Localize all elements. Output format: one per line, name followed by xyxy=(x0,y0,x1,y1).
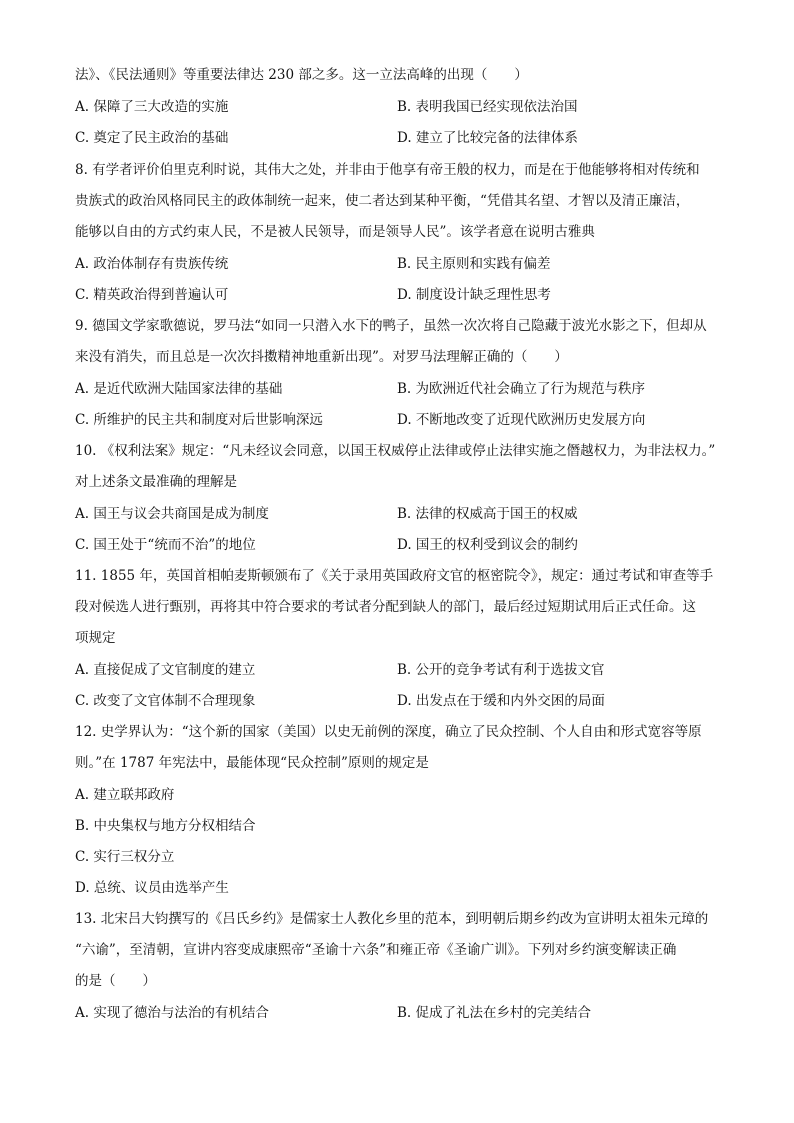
q12-stem-line-1: 12. 史学界认为：“这个新的国家（美国）以史无前例的深度，确立了民众控制、个人自由和形式宽容等原 xyxy=(75,724,702,740)
q10-option-d: D. 国王的权利受到议会的制约 xyxy=(397,537,578,553)
q12-option-d: D. 总统、议员由选举产生 xyxy=(75,880,229,896)
q11-option-d: D. 出发点在于缓和内外交困的局面 xyxy=(397,693,605,709)
q7-option-b: B. 表明我国已经实现依法治国 xyxy=(397,99,578,115)
q9-stem-line-2: 来没有消失，而且总是一次次抖擞精神地重新出现”。对罗马法理解正确的（ ） xyxy=(75,349,568,365)
q12-option-a: A. 建立联邦政府 xyxy=(75,787,175,803)
q9-option-d: D. 不断地改变了近现代欧洲历史发展方向 xyxy=(397,412,646,428)
q11-stem-line-1: 11. 1855 年，英国首相帕麦斯顿颁布了《关于录用英国政府文官的枢密院令》，规定：通过考试和审查等手 xyxy=(75,568,714,584)
q10-option-b: B. 法律的权威高于国王的权威 xyxy=(397,506,578,522)
q9-option-c: C. 所维护的民主共和制度对后世影响深远 xyxy=(75,412,323,428)
q10-option-a: A. 国王与议会共商国是成为制度 xyxy=(75,506,269,522)
q8-stem-line-3: 能够以自由的方式约束人民，不是被人民领导，而是领导人民”。该学者意在说明古雅典 xyxy=(75,224,595,240)
q13-stem-line-1: 13. 北宋吕大钧撰写的《吕氏乡约》是儒家士人教化乡里的范本，到明朝后期乡约改为宣讲明太祖朱元璋的 xyxy=(75,911,709,927)
q12-stem-line-2: 则。”在 1787 年宪法中，最能体现“民众控制”原则的规定是 xyxy=(75,755,429,771)
q8-option-d: D. 制度设计缺乏理性思考 xyxy=(397,287,551,303)
q13-stem-line-3: 的是（ ） xyxy=(75,973,156,989)
q7-option-c: C. 奠定了民主政治的基础 xyxy=(75,130,229,146)
q13-stem-line-2: “六谕”，至清朝，宣讲内容变成康熙帝“圣谕十六条”和雍正帝《圣谕广训》。下列对乡约演变解读正确 xyxy=(75,942,677,958)
q13-option-a: A. 实现了德治与法治的有机结合 xyxy=(75,1005,269,1021)
q10-stem-line-2: 对上述条文最准确的理解是 xyxy=(75,474,237,490)
q10-stem-line-1: 10. 《权利法案》规定：“凡未经议会同意，以国王权威停止法律或停止法律实施之僭越权力，为非法权力。” xyxy=(75,443,716,459)
q11-stem-line-2: 段对候选人进行甄别，再将其中符合要求的考试者分配到缺人的部门，最后经过短期试用后正式任命。这 xyxy=(75,599,696,615)
q12-option-c: C. 实行三权分立 xyxy=(75,849,175,865)
q11-option-c: C. 改变了文官体制不合理现象 xyxy=(75,693,256,709)
q12-option-b: B. 中央集权与地方分权相结合 xyxy=(75,818,256,834)
q8-option-a: A. 政治体制存有贵族传统 xyxy=(75,256,229,272)
q7-option-a: A. 保障了三大改造的实施 xyxy=(75,99,229,115)
q11-stem-line-3: 项规定 xyxy=(75,630,116,646)
q8-option-b: B. 民主原则和实践有偏差 xyxy=(397,256,551,272)
q11-option-a: A. 直接促成了文官制度的建立 xyxy=(75,662,256,678)
q8-stem-line-1: 8. 有学者评价伯里克利时说，其伟大之处，并非由于他享有帝王般的权力，而是在于他能够将相对传统和 xyxy=(75,162,700,178)
q13-option-b: B. 促成了礼法在乡村的完美结合 xyxy=(397,1005,592,1021)
q8-stem-line-2: 贵族式的政治风格同民主的政体制统一起来，使二者达到某种平衡，“凭借其名望、才智以及清正廉洁， xyxy=(75,193,690,209)
q9-option-a: A. 是近代欧洲大陆国家法律的基础 xyxy=(75,381,283,397)
q9-option-b: B. 为欧洲近代社会确立了行为规范与秩序 xyxy=(397,381,646,397)
q10-option-c: C. 国王处于“统而不治”的地位 xyxy=(75,537,256,553)
q8-option-c: C. 精英政治得到普遍认可 xyxy=(75,287,229,303)
q9-stem-line-1: 9. 德国文学家歌德说，罗马法“如同一只潜入水下的鸭子，虽然一次次将自己隐藏于波光水影之下，但却从 xyxy=(75,318,707,334)
q11-option-b: B. 公开的竞争考试有利于选拔文官 xyxy=(397,662,605,678)
q7-stem: 法》、《民法通则》等重要法律达 230 部之多。这一立法高峰的出现（ ） xyxy=(75,67,528,83)
q7-option-d: D. 建立了比较完备的法律体系 xyxy=(397,130,578,146)
